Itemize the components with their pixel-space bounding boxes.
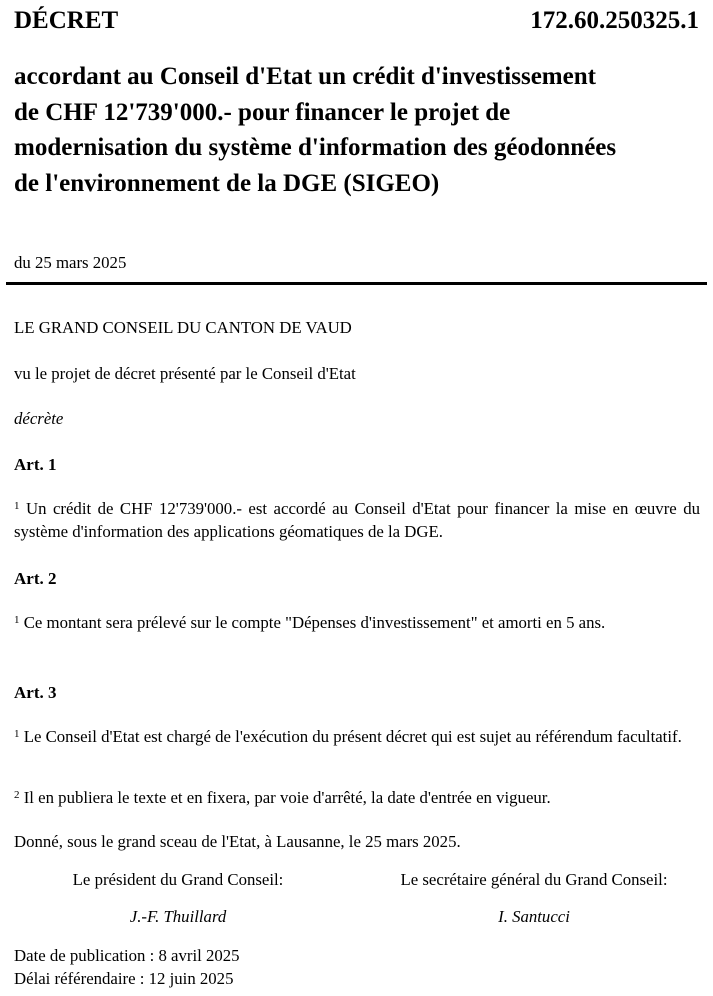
president-title: Le président du Grand Conseil: [72,870,284,889]
secretary-name: I. Santucci [498,907,570,926]
article-heading: Art. 2 [14,569,57,588]
title-line: modernisation du système d'information des géodonnées [14,134,617,161]
decree-number: 172.60.250325.1 [530,7,699,34]
title-line: accordant au Conseil d'Etat un crédit d'investissement [14,63,596,90]
paragraph-text: Le Conseil d'Etat est chargé de l'exécution du présent décret qui est sujet au référendum facultatif. [23,727,682,746]
publication-date: Date de publication : 8 avril 2025 [14,946,240,965]
paragraph-number: 1 [14,500,20,512]
paragraph-text: Ce montant sera prélevé sur le compte "Dépenses d'investissement" et amorti en 5 ans. [23,613,606,632]
paragraph-number: 2 [14,789,20,801]
article-paragraph [14,786,704,809]
decrees-word: décrète [14,409,64,428]
article-paragraph [14,725,700,748]
president-name: J.-F. Thuillard [129,907,227,926]
paragraph-text: Un crédit de CHF 12'739'000.- est accordé au Conseil d'Etat pour financer la mise en œuvre du système d'information des applications géomatiques de la DGE. [14,499,700,541]
paragraph-number: 1 [14,614,20,626]
considering: vu le projet de décret présenté par le Conseil d'Etat [14,364,356,383]
article-paragraph [14,497,700,543]
referendum-deadline: Délai référendaire : 12 juin 2025 [14,969,234,988]
paragraph-number: 1 [14,728,20,740]
decree-title [14,59,713,201]
authority: LE GRAND CONSEIL DU CANTON DE VAUD [14,318,352,337]
article-heading: Art. 1 [14,455,57,474]
article-paragraph [14,611,700,634]
decree-date: du 25 mars 2025 [14,253,127,272]
divider-rule [6,282,707,285]
given-statement: Donné, sous le grand sceau de l'Etat, à Lausanne, le 25 mars 2025. [14,832,461,851]
secretary-title: Le secrétaire général du Grand Conseil: [400,870,668,889]
title-line: de l'environnement de la DGE (SIGEO) [14,169,440,197]
title-line: de CHF 12'739'000.- pour financer le projet de [14,98,511,126]
paragraph-text: Il en publiera le texte et en fixera, par voie d'arrêté, la date d'entrée en vigueur. [23,788,551,807]
article-heading: Art. 3 [14,683,57,702]
decree-type: DÉCRET [14,7,119,34]
